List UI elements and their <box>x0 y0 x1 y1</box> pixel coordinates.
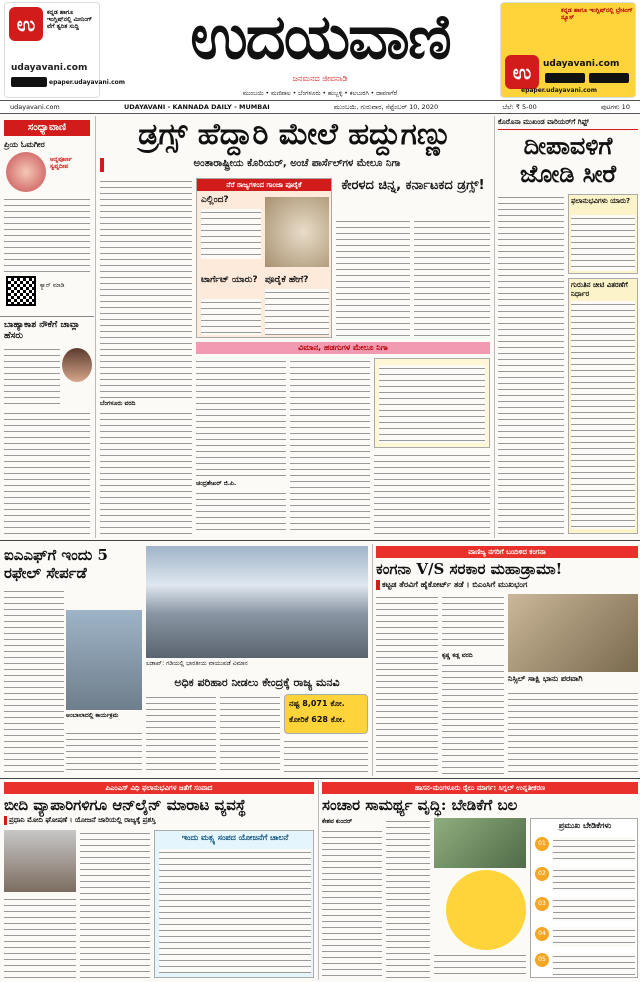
pm-headline: ಬೀದಿ ವ್ಯಾಪಾರಿಗಳಿಗೂ ಆನ್‌ಲೈನ್ ಮಾರಾಟ ವ್ಯವಸ್ಥೆ <box>4 796 246 814</box>
lead-col4 <box>374 452 490 535</box>
demand-badge-3: 03 <box>535 897 549 911</box>
qr-code-icon[interactable] <box>6 276 36 306</box>
side-headline: ಕೇರಳದ ಚಿನ್ನ, ಕರ್ನಾಟಕದ ಡ್ರಗ್ಸ್! <box>341 178 485 193</box>
kangana-byline: ಕೃಷ್ಣ ಕಡ್ಲ ವರದಿ <box>442 652 473 659</box>
infobox-q2: ಟಾರ್ಗೆಟ್ ಯಾರು? <box>201 275 258 285</box>
quote-body <box>379 365 485 443</box>
rail-photo <box>434 818 526 868</box>
right-promo-box[interactable] <box>500 2 636 98</box>
rail-demands-box <box>530 818 638 978</box>
left-promo-box[interactable] <box>4 2 126 98</box>
sidebar-body-3 <box>4 410 90 534</box>
rail-kicker: ಹಾಸನ-ಮಂಗಳೂರು ರೈಲು ಮಾರ್ಗ: ಸಿಗ್ನಲ್ ಉನ್ನತೀಕರಣ <box>322 782 638 794</box>
sidebar-item1-title: ಪ್ರಿಯ ಓಮಗೀರ <box>4 140 45 149</box>
kangana-col1 <box>376 594 438 774</box>
author-avatar <box>6 152 46 192</box>
pm-col1 <box>4 896 76 978</box>
sidebar-quote: ಅನ್ನಪೂರ್ಣ ಸ್ವಪ್ನದೀಪ <box>50 156 72 170</box>
dateline-site[interactable]: udayavani.com <box>10 103 60 111</box>
center-headline: ಅಧಿಕ ಪರಿಹಾರ ನೀಡಲು ಕೇಂದ್ರಕ್ಕೆ ರಾಜ್ಯ ಮನವಿ <box>174 676 340 689</box>
masthead-tagline: ಜನಮನದ ಜೀವನಾಡಿ <box>292 74 348 83</box>
kangana-headline: ಕಂಗನಾ V/S ಸರಕಾರ ಮಹಾಡ್ರಾಮಾ! <box>376 560 563 578</box>
rail-box-title: ಪ್ರಮುಖ ಬೇಡಿಕೆಗಳು <box>558 821 612 830</box>
kangana-col2b <box>442 662 504 774</box>
lead-col1 <box>100 178 192 398</box>
center-col2 <box>220 694 280 774</box>
brand-url[interactable]: udayavani.com <box>11 63 88 73</box>
masthead-title: ಉದಯವಾಣಿ <box>190 0 450 73</box>
kangana-photo-caption: ನಿಸ್ಸಿಲ್ ಸಾಕ್ಷಿ ಭಾನು ಪರವಾಗಿ <box>508 674 583 683</box>
google-play-icon[interactable] <box>545 73 585 83</box>
epaper-url[interactable]: epaper.udayavani.com <box>49 79 126 86</box>
pm-box-body <box>159 849 311 973</box>
demand-badge-4: 04 <box>535 927 549 941</box>
editions-line: ಮುಂಬಯಿ • ಮಣಿಪಾಲ • ಬೆಂಗಳೂರು • ಹುಬ್ಬಳ್ಳಿ • ಕಲಬುರಗಿ • ದಾವಣಗೆರೆ <box>242 90 398 97</box>
dateline-strip <box>0 100 640 114</box>
infobox-a2 <box>201 299 261 335</box>
sidebar-item2-title: ಬಾಹ್ಯಾಕಾಶ ನೌಕೆಗೆ ಚಾವ್ಲಾ ಹೆಸರು <box>4 320 80 341</box>
kangana-col2 <box>442 594 504 648</box>
pm-box-title: ಇಂದು ಮತ್ಸ್ಯ ಸಂಪದ ಯೋಜನೆಗೆ ಚಾಲನೆ <box>181 833 289 842</box>
lead-infobox <box>196 178 332 338</box>
demand-text-4 <box>553 927 635 947</box>
dateline-pages: ಪುಟಗಳು 10 <box>600 102 630 111</box>
lead-col2 <box>196 358 286 478</box>
rail-col2 <box>386 818 430 978</box>
right-box2 <box>568 278 638 534</box>
qr-caption: ಕ್ಯಾನ್ ಮಾಡಿ <box>40 282 65 289</box>
section-rule <box>0 540 640 541</box>
center-caption: ಲಡಾಖ್: ಗಡಿಯಲ್ಲಿ ಭಾರತೀಯ ವಾಯುಪಡೆ ವಿಮಾನ <box>146 660 248 667</box>
infobox-q3: ಪೂರೈಕೆ ಹೇಗೆ? <box>265 275 309 285</box>
right-box1-body <box>571 215 635 271</box>
lead-byline2: ಚಂದ್ರಶೇಖರ್ ಜಿ.ಪಿ. <box>196 480 237 487</box>
right-box1-title: ಫಲಾನುಭವಿಗಳು ಯಾರು? <box>571 197 631 205</box>
dateline-date: ಮುಂಬಯಿ, ಗುರುವಾರ, ಸೆಪ್ಟೆಂಬರ್ 10, 2020 <box>333 102 439 111</box>
dateline-price: ಬೆಲೆ: ₹ 5-00 <box>502 102 537 111</box>
demand-text-5 <box>553 953 635 975</box>
rail-quote-circle <box>446 870 526 950</box>
rafale-headline: ಐಎಎಫ್‌ಗೆ ಇಂದು 5 ರಫೇಲ್ ಸೇರ್ಪಡೆ <box>4 546 108 582</box>
side-col2 <box>414 218 490 338</box>
pm-col2 <box>80 830 150 978</box>
stats-box <box>284 694 368 734</box>
rail-byline: ಕೇಶವ ಕುಂದರ್ <box>322 818 353 825</box>
lead-headline: ಡ್ರಗ್ಸ್ ಹೆದ್ದಾರಿ ಮೇಲೆ ಹದ್ದುಗಣ್ಣು <box>138 117 452 152</box>
demand-text-1 <box>553 837 635 861</box>
pm-subhead: ಪ್ರಧಾನಿ ಮೋದಿ ಘೋಷಣೆ । ಯೋಜನೆ ಜಾರಿಯಲ್ಲಿ ರಾಜ್ಯಕ್ಕೆ ಪ್ರಶಸ್ತಿ <box>4 816 314 825</box>
sidebar-column <box>0 116 96 538</box>
right-box1 <box>568 194 638 274</box>
rail-headline: ಸಂಚಾರ ಸಾಮರ್ಥ್ಯ ವೃದ್ಧಿ: ಬೇಡಿಕೆಗೆ ಬಲ <box>322 796 518 814</box>
demand-badge-2: 02 <box>535 867 549 881</box>
demand-text-2 <box>553 867 635 891</box>
udayavani-logo-icon: ಉ <box>505 55 539 89</box>
rafale-photo <box>66 610 142 710</box>
center-col3 <box>284 738 368 774</box>
lead-col1b <box>100 410 192 535</box>
sidebar-body <box>4 196 90 272</box>
divider <box>0 316 94 317</box>
lead-col2b <box>196 490 286 535</box>
dateline-edition: UDAYAVANI - KANNADA DAILY - MUMBAI <box>124 103 270 111</box>
lead-col3 <box>290 358 370 535</box>
left-promo-text: ಕನ್ನಡ ಹಾಗೂ ಇಂಗ್ಲಿಷ್‌ನಲ್ಲಿ ಮೀನಿಂಗ್ ವೆಗೆ ತ್ವರಿತ ಸುದ್ದಿ <box>47 9 93 30</box>
lead-byline: ಬೆಂಗಳೂರು ವರದಿ <box>100 400 136 407</box>
stat-loss: ನಷ್ಟ 8,071 ಕೋ. <box>289 699 345 708</box>
rafale-photo-caption: ಅಂಬಾಲಾದಲ್ಲಿ ಕಾರ್ಯಕ್ರಮ <box>66 712 119 719</box>
rafale-col2 <box>66 730 142 774</box>
right-promo-text: ಕನ್ನಡ ಹಾಗೂ ಇಂಗ್ಲಿಷ್‌ನಲ್ಲಿ ಬ್ರೇಕಿಂಗ್ ನ್ಯೂಸ್ <box>561 7 633 21</box>
side-col1 <box>336 218 410 338</box>
rail-col3 <box>434 952 526 978</box>
column-divider <box>318 780 319 980</box>
sidebar-header: ಸಂಧ್ಯಾವಾಣಿ <box>4 120 90 136</box>
google-play-icon[interactable] <box>11 77 47 87</box>
section-rule <box>0 778 640 779</box>
right-box2-body <box>571 301 635 529</box>
infobox-a1 <box>201 209 261 259</box>
brand-url-right[interactable]: udayavani.com <box>543 59 620 69</box>
right-col1 <box>498 194 564 534</box>
stat-demand: ಕೋರಿಕೆ 628 ಕೋ. <box>289 715 346 724</box>
lead-bottom-banner: ವಿಮಾನ, ಹಡಗುಗಳ ಮೇಲೂ ನಿಗಾ <box>196 342 490 354</box>
kangana-subhead: ಕಟ್ಟಡ ತೆರವಿಗೆ ಹೈಕೋರ್ಟ್ ತಡೆ । ಬಿಎಂಸಿಗೆ ಮುಖಭಂಗ <box>376 580 638 590</box>
kangana-col3 <box>508 690 638 774</box>
rafale-col1 <box>4 588 64 774</box>
right-headline: ದೀಪಾವಳಿಗೆ ಜೋಡಿ ಸೀರೆ <box>519 131 617 188</box>
column-divider <box>494 116 495 538</box>
pm-box <box>154 830 314 978</box>
udayavani-logo-icon: ಉ <box>9 7 43 41</box>
column-divider <box>372 544 373 776</box>
modi-photo <box>4 830 76 892</box>
pm-kicker: ಪಿಎಂಎಸ್ ವಿಧಿ ಫಲಾನುಭವಿಗಳ ಜತೆಗೆ ಸಂವಾದ <box>4 782 314 794</box>
right-kicker: ಕೊರೊನಾ ಮುಖಂಡ ವಾರಿಯರ್‌ಗೆ ಗಿಫ್ಟ್ <box>498 118 638 130</box>
rail-col1 <box>322 828 382 978</box>
kangana-photo <box>508 594 638 672</box>
infobox-a3 <box>265 289 329 335</box>
lead-subhead: ಅಂತಾರಾಷ್ಟ್ರೀಯ ಕೊರಿಯರ್, ಅಂಚೆ ಪಾರ್ಸೆಲ್‌ಗಳ ಮೇಲೂ ನಿಗಾ <box>100 158 490 172</box>
demand-badge-5: 05 <box>535 953 549 967</box>
app-store-icon[interactable] <box>589 73 629 83</box>
infobox-q1: ಎಲ್ಲಿಂದ? <box>201 195 229 205</box>
drugs-photo <box>265 197 329 267</box>
lead-quote-box <box>374 358 490 448</box>
ladakh-photo <box>146 546 368 658</box>
kangana-kicker: ವಾಣಿಜ್ಯ ನಗರಿಗೆ ಬಂದಿಳಿದ ಕಂಗನಾ <box>376 546 638 558</box>
infobox-header: ನೆರೆ ರಾಜ್ಯಗಳಿಂದ ಗಾಂಜಾ ಪೂರೈಕೆ <box>197 179 331 191</box>
kalpana-photo <box>62 348 92 382</box>
demand-text-3 <box>553 897 635 921</box>
epaper-url-right[interactable]: epaper.udayavani.com <box>521 87 598 94</box>
right-box2-title: ಗುರುತಿನ ಚೀಟಿ ವಿತರಣೆಗೆ ನಿರ್ಧಾರ <box>571 281 628 298</box>
sidebar-body-2 <box>4 346 60 406</box>
demand-badge-1: 01 <box>535 837 549 851</box>
center-col1 <box>146 694 216 774</box>
